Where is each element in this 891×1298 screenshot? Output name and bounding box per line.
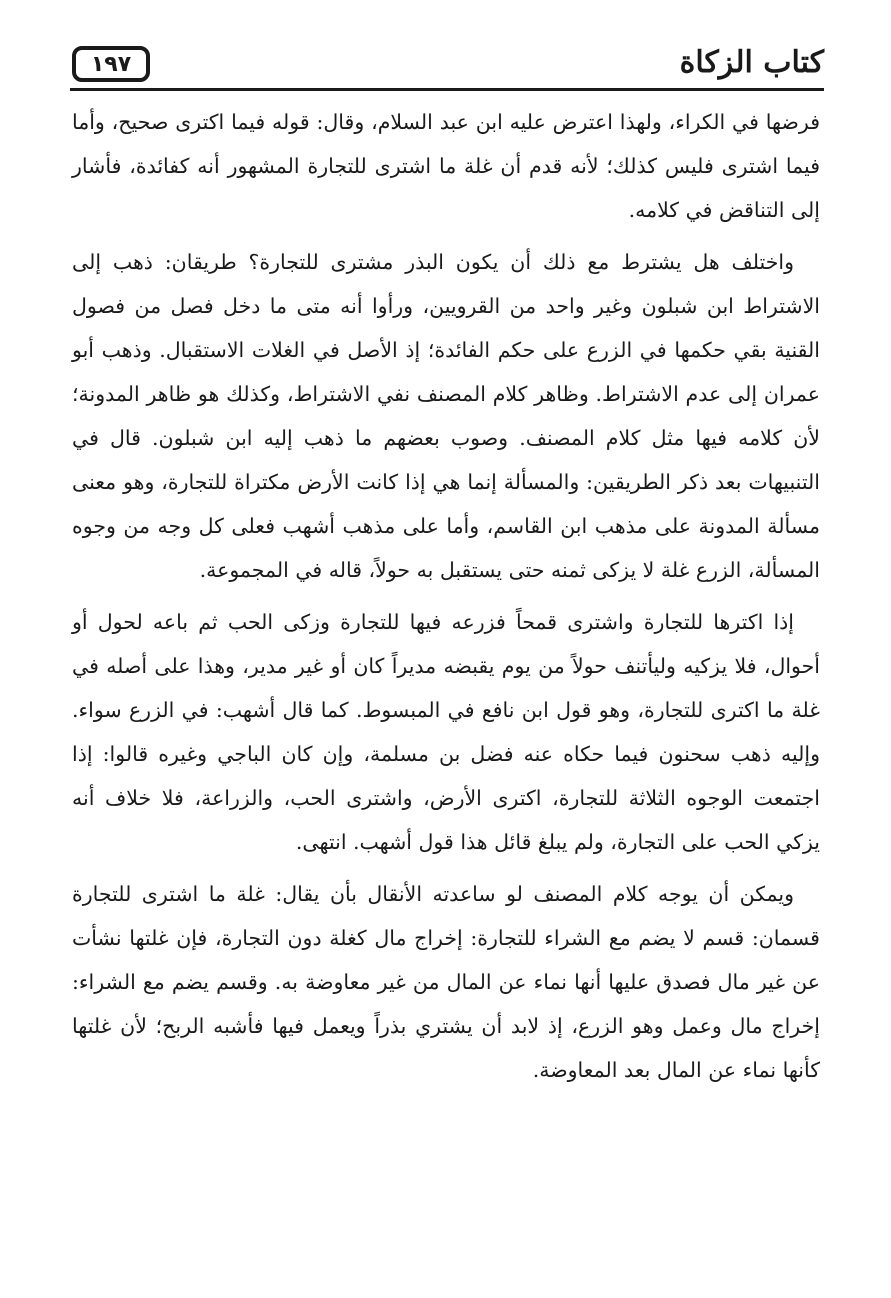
- page-number: ١٩٧: [72, 46, 150, 82]
- paragraph: إذا اكترها للتجارة واشترى قمحاً فزرعه فيها للتجارة وزكى الحب ثم باعه لحول أو أحوال، فلا يزكيه وليأتنف حولاً من يوم يقبضه مديراً كان أو غير مدير، وهذا على أصله في غلة ما اكترى للتجارة، وهو قول ابن نافع في المبسوط. كما قال أشهب: في الزرع سواء. وإليه ذهب سحنون فيما حكاه عنه فضل بن مسلمة، وإن كان الباجي وغيره قالوا: إذا اجتمعت الوجوه الثلاثة للتجارة، اكترى الأرض، واشترى الحب، والزراعة، فلا خلاف أنه يزكي الحب على التجارة، ولم يبلغ قائل هذا قول أشهب. انتهى.: [72, 610, 820, 854]
- paragraph: فرضها في الكراء، ولهذا اعترض عليه ابن عبد السلام، وقال: قوله فيما اكترى صحيح، وأما فيما اشترى فليس كذلك؛ لأنه قدم أن غلة ما اشترى للتجارة المشهور أنه كفائدة، فأشار إلى التناقض في كلامه.: [72, 110, 820, 222]
- page-body: [72, 100, 820, 1100]
- header-divider: [70, 88, 824, 91]
- page-header: [62, 40, 824, 94]
- paragraph: ويمكن أن يوجه كلام المصنف لو ساعدته الأنقال بأن يقال: غلة ما اشترى للتجارة قسمان: قسم لا يضم مع الشراء للتجارة: إخراج مال كغلة دون التجارة، فإن غلتها نشأت عن غير مال فصدق عليها أنها نماء عن المال من غير معاوضة به. وقسم يضم مع الشراء: إخراج مال وعمل وهو الزرع، إذ لابد أن يشتري بذراً ويعمل فيها فأشبه الربح؛ لأن غلتها كأنها نماء عن المال بعد المعاوضة.: [72, 882, 820, 1082]
- book-title: كتاب الزكاة: [679, 44, 824, 80]
- paragraph: واختلف هل يشترط مع ذلك أن يكون البذر مشترى للتجارة؟ طريقان: ذهب إلى الاشتراط ابن شبلون وغير واحد من القرويين، ورأوا أنه متى ما دخل فصل من فصول القنية بقي حكمها في الزرع على حكم الفائدة؛ إذ الأصل في الغلات الاستقبال. وذهب أبو عمران إلى عدم الاشتراط. وظاهر كلام المصنف نفي الاشتراط، وكذلك هو ظاهر المدونة؛ لأن كلامه فيها مثل كلام المصنف. وصوب بعضهم ما ذهب إليه ابن شبلون. قال في التنبيهات بعد ذكر الطريقين: والمسألة إنما هي إذا كانت الأرض مكتراة للتجارة، وهو معنى مسألة المدونة على مذهب ابن القاسم، وأما على مذهب أشهب فعلى كل وجه من وجوه المسألة، الزرع غلة لا يزكى ثمنه حتى يستقبل به حولاً، قاله في المجموعة.: [72, 250, 820, 582]
